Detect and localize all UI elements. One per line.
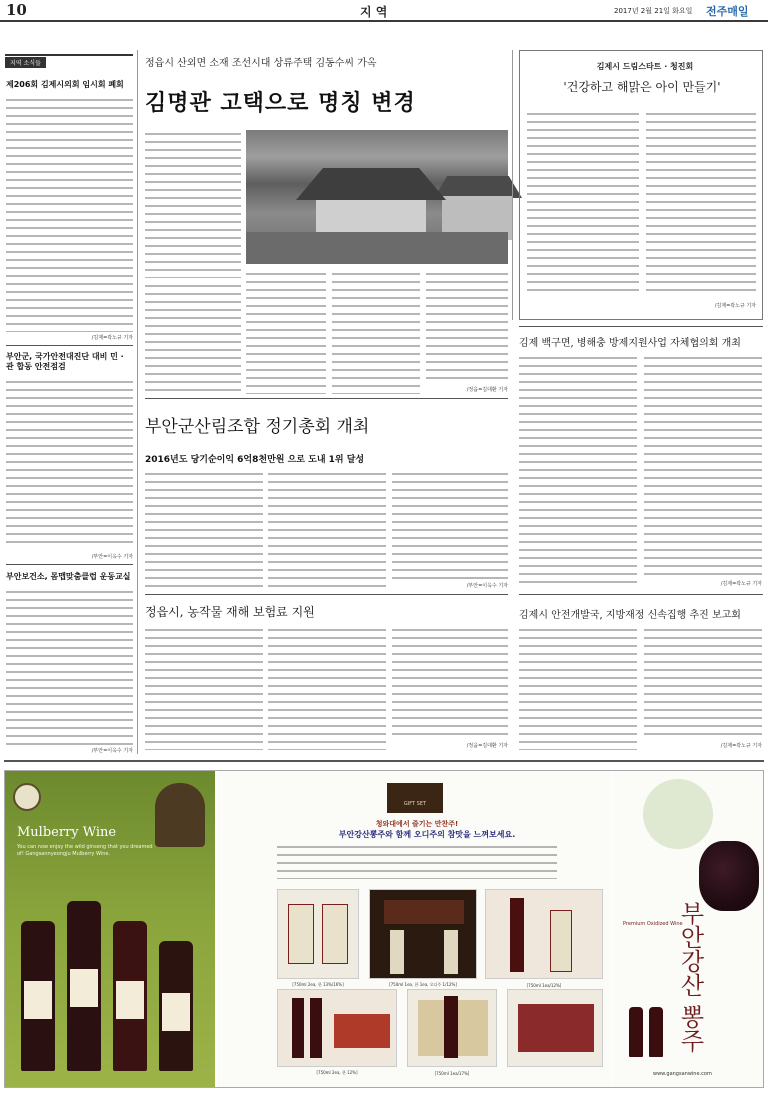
wine-bottle-icon xyxy=(159,941,193,1071)
side-body-col1 xyxy=(527,110,639,296)
left-section-label-bar xyxy=(5,54,133,67)
wine-bottle-icon xyxy=(113,921,147,1071)
ad-divider xyxy=(4,760,764,762)
divider xyxy=(519,326,763,327)
kimje-body-col1 xyxy=(519,354,637,584)
main-title: 김명관 고택으로 명칭 변경 xyxy=(145,91,416,116)
side-title: '건강하고 해맑은 아이 만들기' xyxy=(563,80,721,94)
price-label-4: [750ml 2ea, 한 12%] xyxy=(316,1070,358,1075)
ad-headline2: 부안강산뽕주와 함께 오디주의 참맛을 느껴보세요. xyxy=(338,830,516,839)
side-kicker: 김제시 드림스타트 · 청진회 xyxy=(596,62,694,71)
kimje-title: 김제 백구면, 병해충 방제지원사업 자체협의회 개최 xyxy=(519,338,741,349)
kimje2-byline: /김제=곽노규 기자 xyxy=(720,743,762,749)
price-label-1: [750ml 2ea, 한 13%/16%] xyxy=(292,982,344,987)
wine-bottle-icon xyxy=(21,921,55,1071)
left-item2-byline: /부안=이옥수 기자 xyxy=(91,554,133,560)
kimje2-body-col2 xyxy=(644,626,762,736)
buan-body-col1 xyxy=(145,470,263,588)
brand-vertical-title: 부안강산 뽕주 xyxy=(676,901,704,1053)
left-item1-byline: /김제=곽노규 기자 xyxy=(91,335,133,341)
hanok-photo xyxy=(246,130,508,264)
wine-bottle-icon xyxy=(67,901,101,1071)
jeongeup-body-col3 xyxy=(392,626,508,738)
kimje2-body-col1 xyxy=(519,626,637,750)
divider xyxy=(6,564,133,565)
divider xyxy=(145,594,508,595)
left-item2-title: 부안군, 국가안전대진단 대비 민 · 관 합동 안전점검 xyxy=(6,352,124,371)
left-item3-byline: /부안=이옥수 기자 xyxy=(91,748,133,754)
main-body-col1 xyxy=(145,130,241,278)
ad-description xyxy=(277,843,557,879)
kimje-byline: /김제=곽노규 기자 xyxy=(720,581,762,587)
ad-mulberry-title: Mulberry Wine xyxy=(17,825,117,840)
buan-body-col3 xyxy=(392,470,508,580)
kimje2-title: 김제시 안전개발국, 지방재정 신속집행 추진 보고회 xyxy=(519,610,741,621)
ad-right-panel xyxy=(613,771,763,1087)
ad-website[interactable]: www.gangsanwine.com xyxy=(653,1071,712,1077)
divider xyxy=(6,345,133,346)
main-byline: /정읍=김대환 기자 xyxy=(466,387,508,393)
left-item1-title: 제206회 김제시의회 임시회 폐회 xyxy=(6,80,124,89)
brand-logo-icon xyxy=(13,783,41,811)
jeongeup-body-col2 xyxy=(268,626,386,750)
jeongeup-byline: /정읍=김대환 기자 xyxy=(466,743,508,749)
left-item1-body xyxy=(6,96,133,332)
product-giftset-6 xyxy=(507,989,603,1067)
main-body-col1b xyxy=(145,282,241,394)
product-giftset-3 xyxy=(485,889,603,988)
side-byline: /김제=곽노규 기자 xyxy=(714,303,756,309)
ad-tagline: You can now enjoy the wild ginseng that you dreamed of! Gangsannyeongju Mulberry Wine. xyxy=(17,844,153,857)
product-giftset-4 xyxy=(277,989,397,1075)
wine-bottle-icon xyxy=(629,1007,643,1057)
left-section-label: 지역 소식들 xyxy=(5,57,46,68)
product-giftset-5 xyxy=(407,989,497,1076)
buan-subtitle: 2016년도 당기순이익 6억8천만원 으로 도내 1위 달성 xyxy=(145,455,365,465)
section-name: 지 역 xyxy=(360,5,388,19)
left-item2-body xyxy=(6,378,133,546)
jeongeup-title: 정읍시, 농작물 재해 보험료 지원 xyxy=(145,605,315,619)
price-label-3: [750ml 1ea/12%] xyxy=(526,983,562,988)
main-body-col3 xyxy=(332,270,420,394)
price-label-5: [750ml 1ea/17%] xyxy=(434,1071,470,1076)
mulberry-icon xyxy=(699,841,759,911)
price-label-2: [750ml 1ea, 한 1ea, 오디주 1/12%] xyxy=(389,982,457,987)
page-number: 10 xyxy=(6,1,27,19)
gift-set-badge: GIFT SET xyxy=(387,783,443,813)
left-item3-body xyxy=(6,588,133,746)
mulberry-wine-ad xyxy=(4,770,764,1088)
product-giftset-2 xyxy=(369,889,477,987)
kimje-body-col2 xyxy=(644,354,762,576)
divider xyxy=(519,594,763,595)
buan-byline: /부안=이옥수 기자 xyxy=(466,583,508,589)
main-body-col2 xyxy=(246,270,326,394)
premium-label: Premium Oxidized Wine xyxy=(623,921,683,927)
issue-date: 2017년 2월 21일 화요일 xyxy=(614,7,693,15)
side-body-col2 xyxy=(646,110,756,296)
column-divider xyxy=(512,50,513,320)
paper-logo: 전주매일 xyxy=(706,5,749,18)
main-kicker: 정읍시 산외면 소재 조선시대 상류주택 김동수씨 가옥 xyxy=(145,58,377,69)
main-body-col4 xyxy=(426,270,508,380)
buan-body-col2 xyxy=(268,470,386,588)
ginseng-stamp-icon xyxy=(155,783,205,847)
ad-headline: 청와대에서 즐기는 만찬주! xyxy=(375,820,459,828)
buan-title: 부안군산림조합 정기총회 개최 xyxy=(145,417,370,437)
jeongeup-body-col1 xyxy=(145,626,263,750)
divider xyxy=(145,398,508,399)
mascot-icon xyxy=(643,779,713,849)
page-header xyxy=(0,0,768,22)
ad-left-panel xyxy=(5,771,215,1087)
wine-bottle-icon xyxy=(649,1007,663,1057)
product-giftset-1 xyxy=(277,889,359,987)
column-divider xyxy=(137,50,138,754)
left-item3-title: 부안보건소, 몸맵맞춤클럽 운동교실 xyxy=(6,572,131,581)
ad-middle-panel xyxy=(217,771,612,1087)
